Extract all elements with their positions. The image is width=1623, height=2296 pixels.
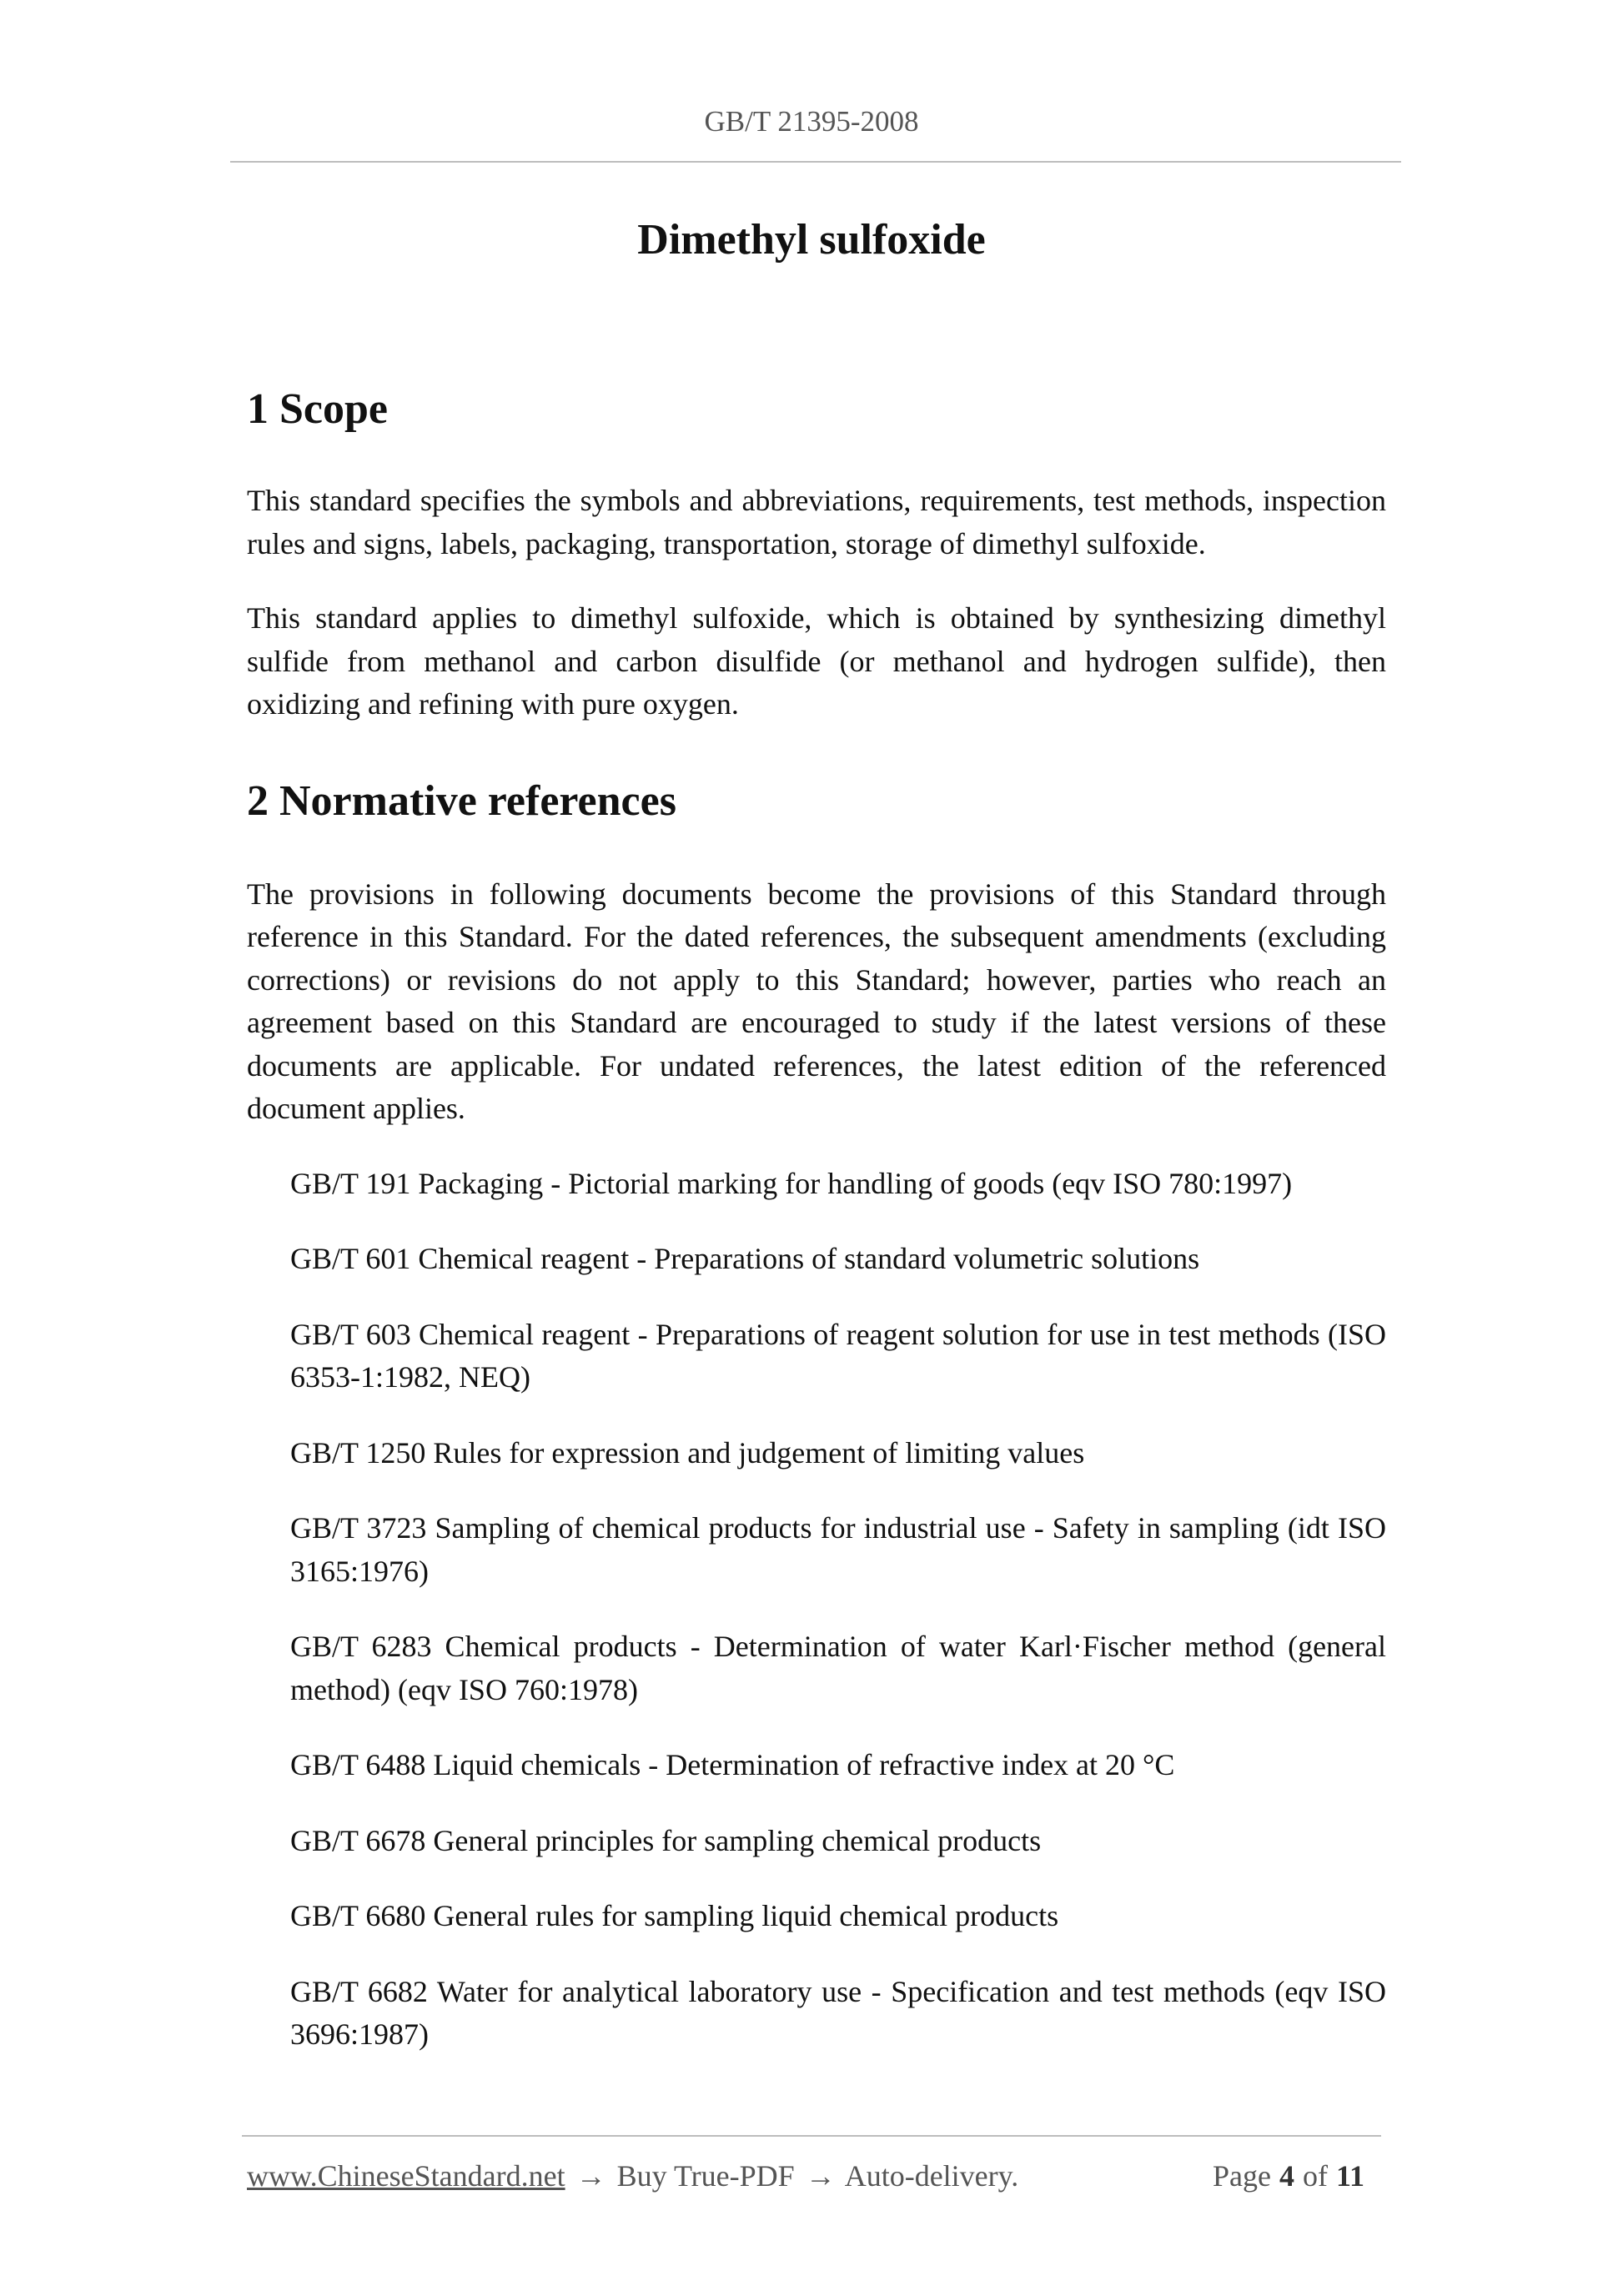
reference-item: GB/T 6283 Chemical products - Determination of water Karl·Fischer method (general method) (eqv ISO 760:1978): [290, 1630, 1386, 1706]
reference-item: GB/T 1250 Rules for expression and judgement of limiting values: [290, 1435, 1085, 1470]
reference-item: GB/T 6488 Liquid chemicals - Determination of refractive index at 20 °C: [290, 1748, 1175, 1781]
running-header: GB/T 21395-2008: [704, 105, 919, 138]
reference-item: GB/T 6680 General rules for sampling liquid chemical products: [290, 1899, 1059, 1932]
reference-item: GB/T 6678 General principles for sampling chemical products: [290, 1823, 1042, 1857]
header-divider: [230, 161, 1401, 163]
arrow-right-icon: →: [805, 2159, 836, 2193]
document-body: [247, 379, 1386, 2057]
reference-item: GB/T 3723 Sampling of chemical products for industrial use - Safety in sampling (idt ISO 3165:1976): [290, 1511, 1386, 1588]
reference-item: GB/T 603 Chemical reagent - Preparations of reagent solution for use in test methods (ISO 6353-1:1982, NEQ): [290, 1317, 1386, 1394]
section-heading-scope: 1 Scope: [247, 385, 388, 433]
reference-list: [247, 1163, 1386, 2057]
buy-text: Buy True-PDF: [616, 2159, 795, 2193]
footer-divider: [242, 2135, 1381, 2137]
reference-item: GB/T 601 Chemical reagent - Preparations of standard volumetric solutions: [290, 1242, 1200, 1275]
page-current: 4: [1279, 2159, 1294, 2193]
scope-paragraph: This standard specifies the symbols and abbreviations, requirements, test methods, inspection rules and signs, labels, packaging, transportation, storage of dimethyl sulfoxide.: [247, 484, 1386, 560]
page-indicator: [1213, 2158, 1373, 2193]
normative-references-paragraph: The provisions in following documents become the provisions of this Standard through reference in this Standard. For the dated references, the subsequent amendments (excluding corrections) or revisions do not apply to this Standard; however, parties who reach an agreement based on this Standard are encouraged to study if the latest versions of these documents are applicable. For undated references, the latest edition of the referenced document applies.: [247, 877, 1386, 1125]
scope-paragraph: This standard applies to dimethyl sulfoxide, which is obtained by synthesizing dimethyl sulfide from methanol and carbon disulfide (or methanol and hydrogen sulfide), then oxidizing and refining with pure oxygen.: [247, 601, 1386, 721]
delivery-text: Auto-delivery.: [844, 2159, 1019, 2193]
footer-promo: [247, 2158, 1018, 2193]
reference-item: GB/T 191 Packaging - Pictorial marking for handling of goods (eqv ISO 780:1997): [290, 1166, 1293, 1200]
page-of-label: of: [1302, 2159, 1328, 2193]
section-heading-normative-references: 2 Normative references: [247, 776, 676, 825]
page-label: Page: [1213, 2159, 1271, 2193]
arrow-right-icon: →: [575, 2159, 606, 2193]
document-title: Dimethyl sulfoxide: [637, 216, 986, 264]
reference-item: GB/T 6682 Water for analytical laboratory use - Specification and test methods (eqv ISO 3696:1987): [290, 1974, 1386, 2051]
site-link[interactable]: www.ChineseStandard.net: [247, 2159, 565, 2193]
page-total: 11: [1335, 2159, 1364, 2193]
